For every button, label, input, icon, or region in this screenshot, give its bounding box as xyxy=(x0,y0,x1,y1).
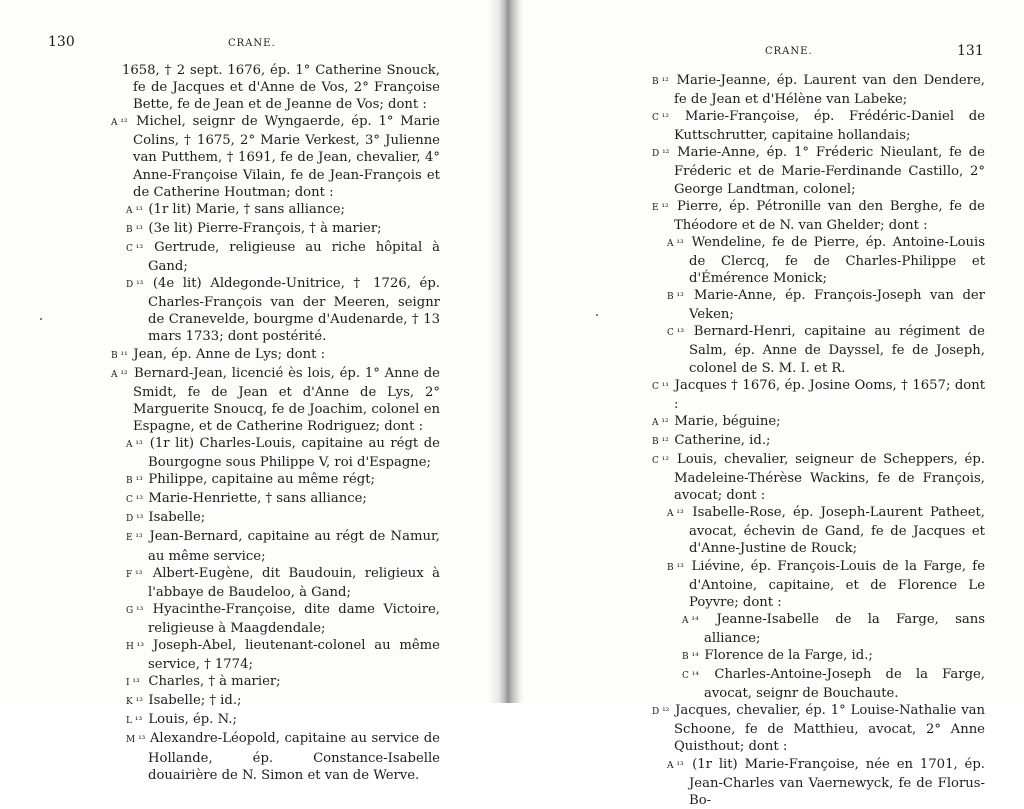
entry-text: Louis, ép. N.; xyxy=(148,712,237,728)
entry-text: Louis, chevalier, seigneur de Scheppers, ép. Madeleine-Thérèse Wackins, fe de François, avocat; dont : xyxy=(674,451,985,504)
entry-marker: K ¹³ xyxy=(126,697,143,708)
genealogy-entry xyxy=(122,601,440,637)
entry-marker: I ¹³ xyxy=(126,678,140,689)
entry-marker: A ¹² xyxy=(111,369,128,380)
genealogy-entry xyxy=(663,611,985,647)
entry-text: Marie-Françoise, ép. Frédéric-Daniel de Kuttschrutter, capitaine hollandais; xyxy=(674,109,985,144)
entry-marker: A ¹³ xyxy=(126,205,143,216)
genealogy-entry xyxy=(122,528,440,564)
entry-marker: A ¹² xyxy=(652,417,669,428)
entry-text: Marie-Henriette, † sans alliance; xyxy=(148,491,367,507)
genealogy-entry xyxy=(663,234,985,287)
entry-marker: E ¹³ xyxy=(126,533,143,544)
genealogy-entry xyxy=(122,62,440,113)
entry-text: Marie-Jeanne, ép. Laurent van den Dendere, fe de Jean et d'Hélène van Labeke; xyxy=(674,73,985,108)
genealogy-entry xyxy=(652,108,985,144)
genealogy-entry xyxy=(663,756,985,809)
entry-marker: B ¹³ xyxy=(126,476,143,487)
entry-marker: H ¹³ xyxy=(126,642,144,652)
entry-marker: C ¹⁴ xyxy=(682,671,699,682)
entry-marker: D ¹³ xyxy=(126,514,144,525)
right-page xyxy=(505,0,1024,808)
genealogy-entry xyxy=(122,673,440,692)
running-head: CRANE. xyxy=(228,38,276,49)
entry-marker: A ¹³ xyxy=(126,439,143,450)
entry-marker: D ¹³ xyxy=(126,280,144,291)
genealogy-entry xyxy=(122,730,440,783)
left-page-text xyxy=(111,62,440,784)
entry-text: (1r lit) Marie, † sans alliance; xyxy=(148,201,345,217)
entry-marker: B ¹¹ xyxy=(111,350,128,361)
genealogy-entry xyxy=(652,451,985,504)
entry-marker: G ¹³ xyxy=(126,605,144,616)
entry-marker: E ¹² xyxy=(652,202,669,213)
genealogy-entry xyxy=(122,509,440,528)
page-number: 130 xyxy=(48,34,75,50)
genealogy-entry xyxy=(652,144,985,197)
genealogy-entry xyxy=(122,275,440,345)
entry-text: Michel, seignr de Wyngaerde, ép. 1° Marie Colins, † 1675, 2° Marie Verkest, 3° Julienne van Putthem, † 1691, fe de Jean, chevalier, 4° Anne-Françoise Vilain, fe de Jean-François et de Catherine Houtman; dont : xyxy=(133,114,440,200)
entry-text: Albert-Eugène, dit Baudouin, religieux à l'abbaye de Baudeloo, à Gand; xyxy=(148,565,440,600)
entry-text: Pierre, ép. Pétronille van den Berghe, fe de Théodore et de N. van Ghelder; dont : xyxy=(674,198,985,233)
entry-marker: F ¹³ xyxy=(126,569,143,580)
entry-text: Charles-Antoine-Joseph de la Farge, avocat, seignr de Bouchaute. xyxy=(704,667,986,702)
entry-marker: L ¹³ xyxy=(126,716,143,727)
entry-text: Catherine, id.; xyxy=(674,432,771,448)
genealogy-entry xyxy=(122,471,440,490)
entry-marker: D ¹² xyxy=(652,149,670,160)
genealogy-entry xyxy=(122,565,440,601)
entry-text: Bernard-Henri, capitaine au régiment de Salm, ép. Anne de Dayssel, fe de Joseph, colonel de S. M. I. et R. xyxy=(689,324,985,376)
entry-marker: A ¹³ xyxy=(667,509,684,520)
entry-text: (3e lit) Pierre-François, † à marier; xyxy=(148,220,382,236)
entry-marker: A ¹² xyxy=(111,118,128,129)
page-speck xyxy=(40,318,42,320)
entry-text: (1r lit) Marie-Françoise, née en 1701, ép. Jean-Charles van Vaernewyck, fe de Florus-Bo- xyxy=(689,756,985,808)
entry-marker: C ¹² xyxy=(652,455,669,466)
entry-text: Bernard-Jean, licencié ès lois, ép. 1° Anne de Smidt, fe de Jean et d'Anne de Lys, 2° Marguerite Snoucq, fe de Joachim, colonel en Espagne, et de Catherine Rodriguez; dont : xyxy=(133,365,440,434)
entry-text: Charles, † à marier; xyxy=(148,674,281,690)
genealogy-entry xyxy=(122,220,440,239)
genealogy-entry xyxy=(122,201,440,220)
entry-text: Jacques † 1676, ép. Josine Ooms, † 1657; dont : xyxy=(674,377,986,412)
genealogy-entry xyxy=(663,647,985,666)
entry-marker: C ¹² xyxy=(652,113,669,124)
genealogy-entry xyxy=(663,504,985,557)
entry-text: Marie-Anne, ép. 1° Fréderic Nieulant, fe de Fréderic et de Marie-Ferdinande Castillo, 2° George Landtman, colonel; xyxy=(674,145,985,197)
entry-text: Isabelle; † id.; xyxy=(148,693,242,709)
genealogy-entry xyxy=(122,490,440,509)
entry-marker: B ¹² xyxy=(652,77,669,87)
entry-text: Isabelle-Rose, ép. Joseph-Laurent Patheet, avocat, échevin de Gand, fe de Jacques et d'Anne-Justine de Rouck; xyxy=(689,505,985,557)
entry-marker: M ¹³ xyxy=(126,735,146,746)
entry-marker: C ¹¹ xyxy=(652,381,669,392)
left-page xyxy=(0,0,500,783)
genealogy-entry xyxy=(663,666,985,702)
entry-marker: A ¹³ xyxy=(667,238,684,249)
entry-text: Joseph-Abel, lieutenant-colonel au même service, † 1774; xyxy=(148,638,440,673)
genealogy-entry xyxy=(111,365,440,435)
genealogy-entry xyxy=(652,413,985,432)
entry-marker: C ¹³ xyxy=(126,243,143,254)
entry-text: Marie-Anne, ép. François-Joseph van der Veken; xyxy=(689,288,985,323)
entry-text: Gertrude, religieuse au riche hôpital à Gand; xyxy=(148,239,440,275)
entry-text: Jean, ép. Anne de Lys; dont : xyxy=(133,346,326,362)
genealogy-entry xyxy=(663,323,985,376)
entry-marker: A ¹³ xyxy=(667,760,684,771)
entry-text: (1r lit) Charles-Louis, capitaine au régt de Bourgogne sous Philippe V, roi d'Espagne; xyxy=(148,435,440,471)
entry-text: Alexandre-Léopold, capitaine au service de Hollande, ép. Constance-Isabelle douairière de N. Simon et van de Werve. xyxy=(148,731,440,783)
entry-text: Liévine, ép. François-Louis de la Farge, fe d'Antoine, capitaine, et de Florence Le Poyvre; dont : xyxy=(689,558,985,610)
entry-marker: B ¹⁴ xyxy=(682,652,699,662)
entry-text: Jeanne-Isabelle de la Farge, sans alliance; xyxy=(704,611,985,646)
genealogy-entry xyxy=(652,377,986,413)
entry-marker: B ¹³ xyxy=(667,292,684,303)
entry-text: 1658, † 2 sept. 1676, ép. 1° Catherine Snouck, fe de Jacques et d'Anne de Vos, 2° Françoise Bette, fe de Jean et de Jeanne de Vos; dont : xyxy=(122,63,440,113)
entry-marker: A ¹⁴ xyxy=(682,615,699,626)
genealogy-entry xyxy=(122,711,440,730)
entry-text: Philippe, capitaine au même régt; xyxy=(148,472,375,488)
running-head: CRANE. xyxy=(765,46,813,57)
right-page-text xyxy=(652,72,986,809)
genealogy-entry xyxy=(122,692,440,711)
genealogy-entry xyxy=(122,435,440,471)
entry-text: Wendeline, fe de Pierre, ép. Antoine-Louis de Clercq, fe de Charles-Philippe et d'Émérence Monick; xyxy=(689,234,985,287)
genealogy-entry xyxy=(663,287,985,323)
entry-marker: B ¹³ xyxy=(126,224,143,235)
genealogy-entry xyxy=(122,239,440,275)
page-number: 131 xyxy=(957,43,984,59)
page-speck xyxy=(596,314,598,316)
entry-text: Jacques, chevalier, ép. 1° Louise-Nathalie van Schoone, fe de Matthieu, avocat, 2° Anne Quisthout; dont : xyxy=(674,703,985,755)
entry-marker: B ¹² xyxy=(652,436,669,447)
entry-text: Florence de la Farge, id.; xyxy=(704,648,873,663)
entry-text: (4e lit) Aldegonde-Unitrice, † 1726, ép. Charles-François van der Meeren, seignr de Cranevelde, bourgme d'Audenarde, † 13 mars 1733; dont postérité. xyxy=(148,276,440,345)
genealogy-entry xyxy=(652,198,985,234)
entry-text: Isabelle; xyxy=(148,510,206,526)
entry-text: Hyacinthe-Françoise, dite dame Victoire, religieuse à Maagdendale; xyxy=(148,601,440,636)
genealogy-entry xyxy=(652,432,985,451)
genealogy-entry xyxy=(111,346,440,365)
genealogy-entry xyxy=(652,72,985,108)
genealogy-entry xyxy=(111,113,440,200)
entry-marker: C ¹³ xyxy=(126,495,143,506)
genealogy-entry xyxy=(663,558,985,611)
entry-marker: C ¹³ xyxy=(667,328,684,339)
entry-marker: D ¹² xyxy=(652,707,670,718)
entry-marker: B ¹³ xyxy=(667,562,684,573)
entry-text: Marie, béguine; xyxy=(674,413,781,429)
genealogy-entry xyxy=(652,702,985,755)
entry-text: Jean-Bernard, capitaine au régt de Namur, au même service; xyxy=(148,529,440,564)
genealogy-entry xyxy=(122,637,440,673)
